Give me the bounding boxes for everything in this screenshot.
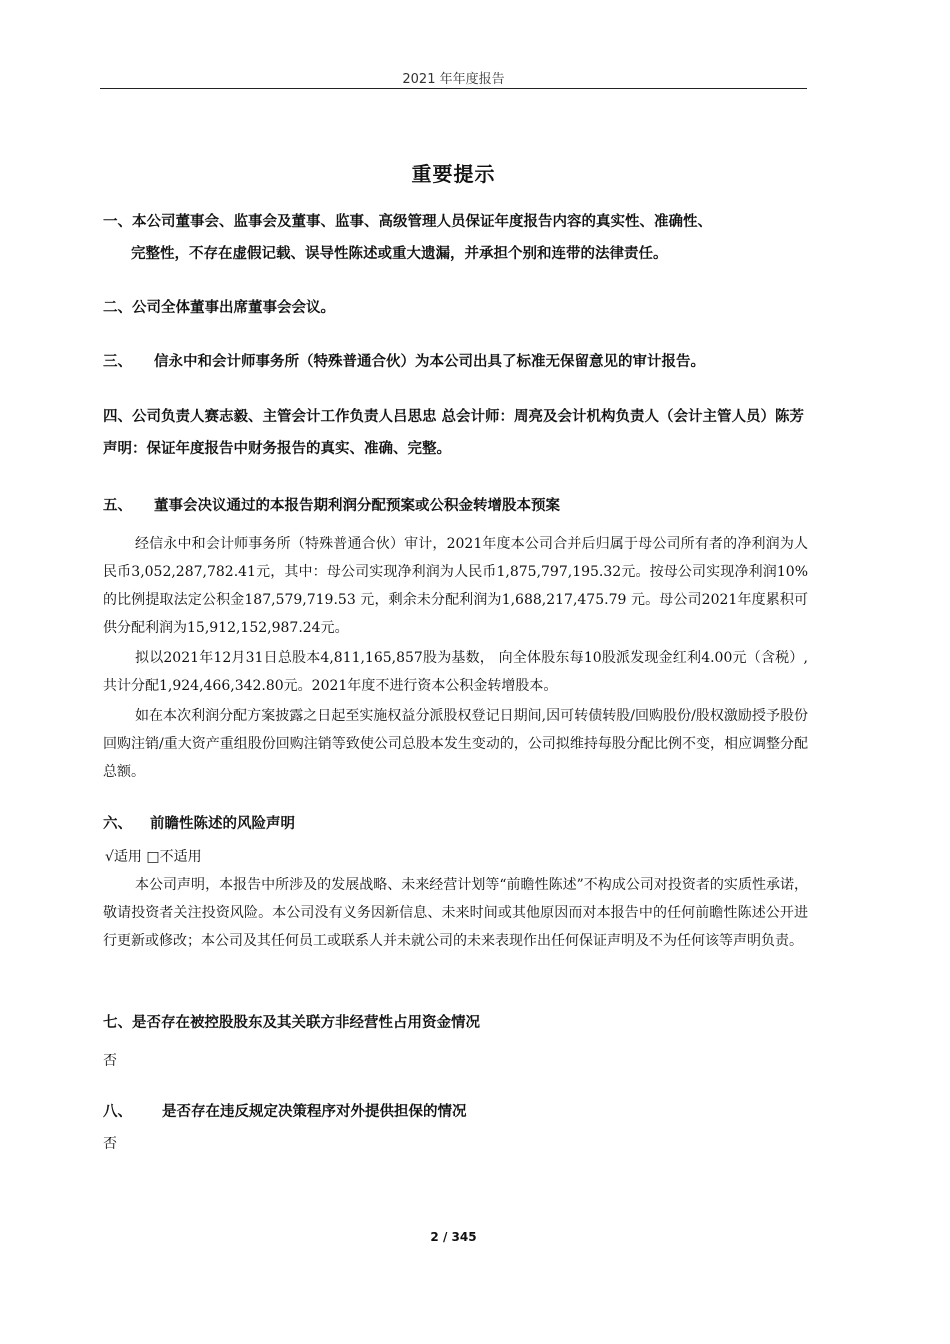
running-header: 2021 年年度报告 [402, 72, 505, 87]
forward-looking-paragraph: 本公司声明，本报告中所涉及的发展战略、未来经营计划等“前瞻性陈述”不构成公司对投资者的实质性承诺，敬请投资者关注投资风险。本公司没有义务因新信息、未来时间或其他原因而对本报告中的任何前瞻性陈述公开进行更新或修改；本公司及其任何员工或联系人并未就公司的未来表现作出任何保证声明及不为任何该等声明负责。 [103, 877, 808, 949]
section-8-number: 八、 [103, 1104, 132, 1120]
section-6-heading [103, 808, 811, 840]
adjustment-paragraph: 如在本次利润分配方案披露之日起至实施权益分派股权登记日期间,因可转债转股/回购股份/股权激励授予股份回购注销/重大资产重组股份回购注销等致使公司总股本发生变动的，公司拟维持每股分配比例不变，相应调整分配总额。 [103, 708, 808, 780]
section-5-text: 董事会决议通过的本报告期利润分配预案或公积金转增股本预案 [154, 498, 560, 514]
header-divider [100, 88, 807, 89]
section-6-text: 前瞻性陈述的风险声明 [150, 816, 295, 832]
dividend-paragraph: 拟以2021年12月31日总股本4,811,165,857股为基数， 向全体股东每10股派发现金红利4.00元（含税）,共计分配1,924,466,342.80元。2021年度不进行资本公积金转增股本。 [103, 650, 808, 694]
section-5-heading [103, 490, 811, 522]
section-7: 七、是否存在被控股股东及其关联方非经营性占用资金情况 [103, 1015, 480, 1031]
applicability-options: √适用 □不适用 [105, 849, 202, 865]
section-6-number: 六、 [103, 816, 132, 832]
section-8-heading [103, 1096, 811, 1128]
section-3-text: 信永中和会计师事务所（特殊普通合伙）为本公司出具了标准无保留意见的审计报告。 [154, 354, 705, 370]
section-7-answer: 否 [103, 1053, 117, 1069]
section-3 [103, 346, 811, 378]
page-number: 2 / 345 [430, 1230, 477, 1244]
section-8-text: 是否存在违反规定决策程序对外提供担保的情况 [162, 1104, 467, 1120]
page-title: 重要提示 [411, 162, 496, 186]
section-3-number: 三、 [103, 354, 132, 370]
section-8-answer: 否 [103, 1136, 117, 1152]
section-5-number: 五、 [103, 498, 132, 514]
section-1 [103, 206, 811, 270]
profit-paragraph: 经信永中和会计师事务所（特殊普通合伙）审计，2021年度本公司合并后归属于母公司所有者的净利润为人民币3,052,287,782.41元，其中：母公司实现净利润为人民币1,875,797,195.32元。按母公司实现净利润10%的比例提取法定公积金187,579,719.53 元，剩余未分配利润为1,688,217,475.79 元。母公司2021年度累积可供分配利润为15,912,152,987.24元。 [103, 536, 808, 636]
section-1-line-1: 一、本公司董事会、监事会及董事、监事、高级管理人员保证年度报告内容的真实性、准确性、 [103, 214, 712, 230]
section-2: 二、公司全体董事出席董事会会议。 [103, 300, 335, 316]
section-1-line-2: 完整性，不存在虚假记载、误导性陈述或重大遗漏，并承担个别和连带的法律责任。 [131, 246, 668, 262]
section-4: 四、公司负责人赛志毅、主管会计工作负责人吕思忠 总会计师：周亮及会计机构负责人（会计主管人员）陈芳声明：保证年度报告中财务报告的真实、准确、完整。 [103, 409, 805, 457]
